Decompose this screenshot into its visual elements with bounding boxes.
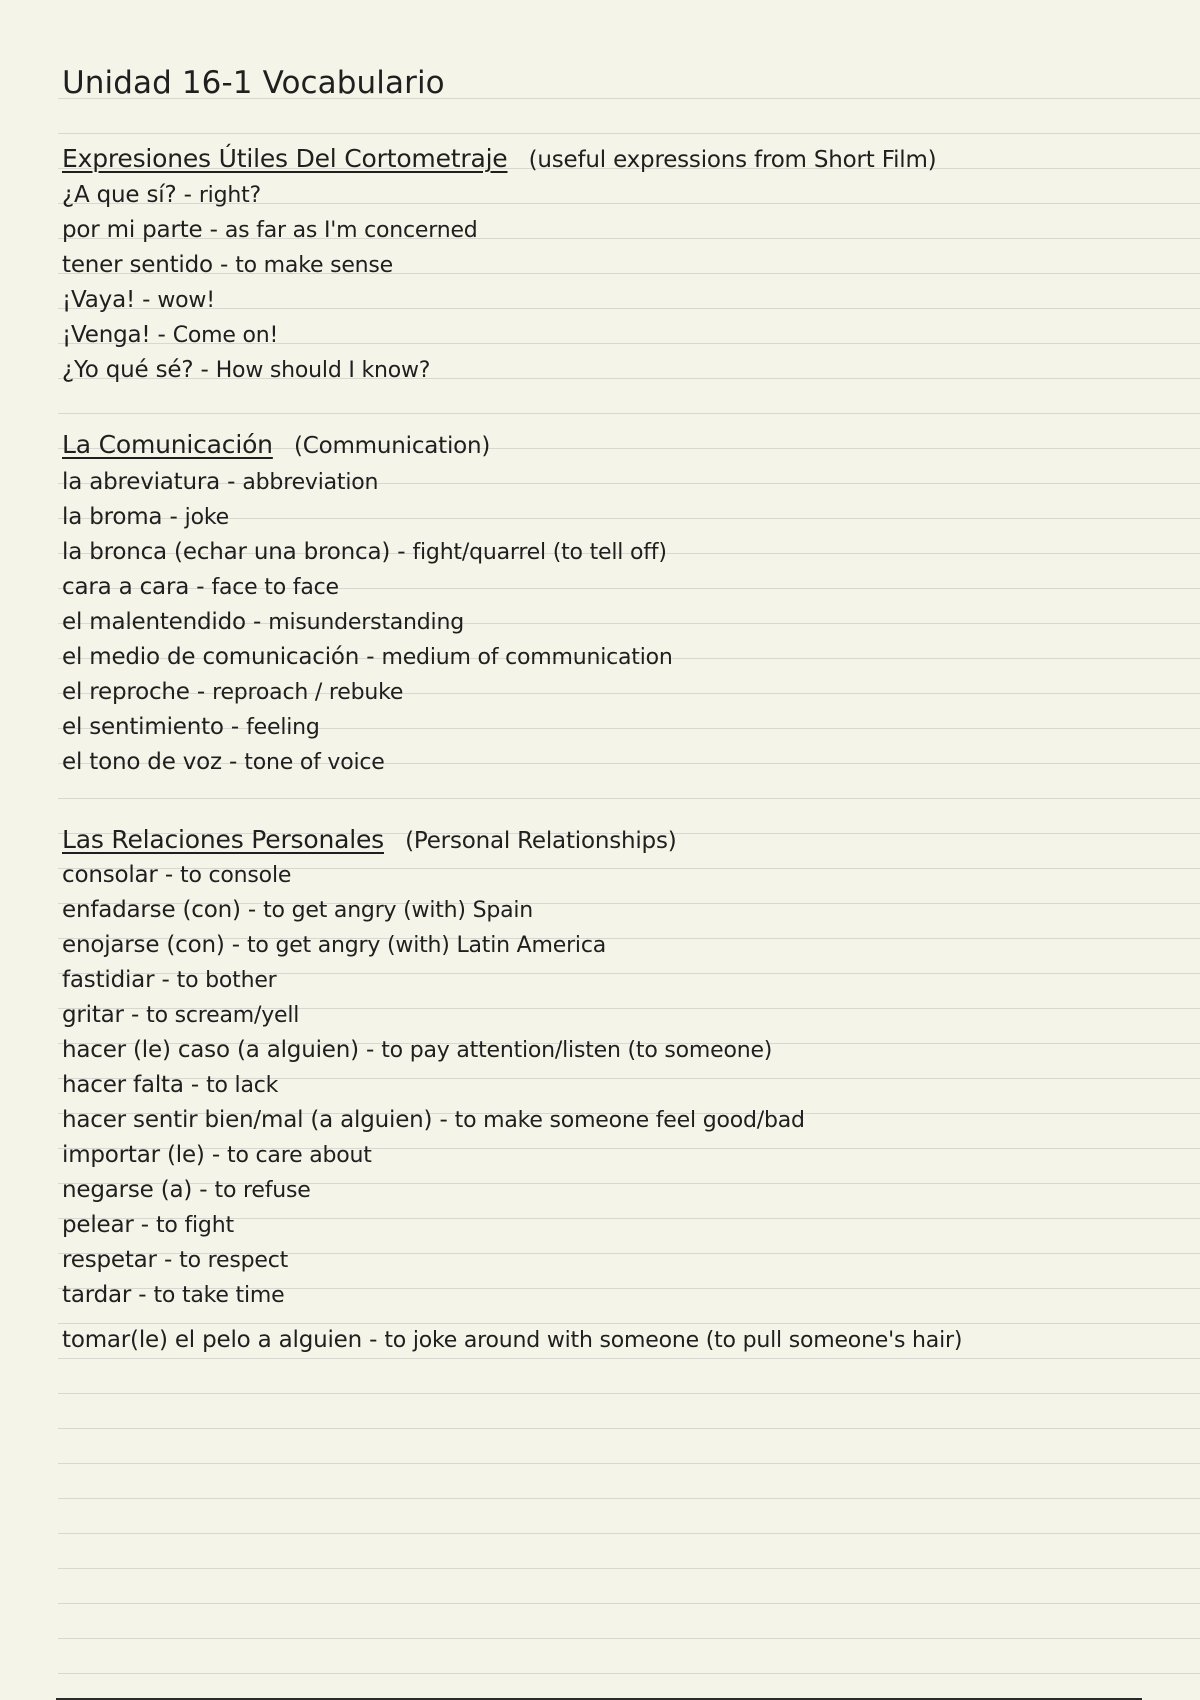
ruled-line	[58, 308, 1200, 309]
vocab-item	[62, 893, 533, 927]
vocab-item	[62, 500, 229, 534]
spanish-term: por mi parte	[62, 217, 203, 243]
english-translation: to joke around with someone (to pull someone's hair)	[384, 1328, 963, 1353]
vocab-item	[62, 248, 393, 282]
english-translation: to pay attention/listen (to someone)	[381, 1038, 773, 1063]
spanish-term: gritar	[62, 1002, 124, 1028]
spanish-term: ¡Vaya!	[62, 287, 135, 313]
section-heading-relaciones	[62, 823, 677, 857]
vocab-item	[62, 283, 215, 317]
dash-separator: -	[130, 1002, 147, 1028]
spanish-term: ¿A que sí?	[62, 182, 177, 208]
dash-separator: -	[183, 182, 199, 208]
spanish-term: respetar	[62, 1247, 157, 1273]
dash-separator: -	[163, 1247, 180, 1273]
spanish-term: tener sentido	[62, 252, 213, 278]
ruled-line	[58, 1463, 1200, 1464]
vocab-item	[62, 1138, 372, 1172]
dash-separator: -	[164, 862, 181, 888]
vocab-item	[62, 178, 261, 212]
spanish-term: hacer falta	[62, 1072, 184, 1098]
english-translation: to refuse	[214, 1178, 311, 1203]
dash-separator: -	[366, 644, 382, 670]
dash-separator: -	[253, 609, 269, 635]
spanish-term: negarse (a)	[62, 1177, 193, 1203]
spanish-term: el malentendido	[62, 609, 246, 635]
spanish-term: la bronca (echar una bronca)	[62, 539, 391, 565]
vocab-item	[62, 570, 339, 604]
dash-separator: -	[247, 897, 264, 923]
dash-separator: -	[190, 1072, 207, 1098]
dash-separator: -	[140, 1212, 156, 1238]
spanish-term: ¿Yo qué sé?	[62, 357, 194, 383]
english-translation: abbreviation	[242, 470, 379, 495]
vocab-item	[62, 1033, 772, 1067]
spanish-term: el medio de comunicación	[62, 644, 360, 670]
spanish-term: enojarse (con)	[62, 932, 225, 958]
english-translation: face to face	[211, 575, 339, 600]
spanish-term: pelear	[62, 1212, 134, 1238]
dash-separator: -	[227, 469, 243, 495]
ruled-line	[58, 1603, 1200, 1604]
spanish-term: fastidiar	[62, 967, 155, 993]
section-subtitle-relaciones: (Personal Relationships)	[405, 828, 677, 854]
vocab-item	[62, 465, 378, 499]
ruled-line	[58, 1533, 1200, 1534]
vocab-item	[62, 640, 673, 674]
dash-separator: -	[230, 714, 247, 740]
english-translation: How should I know?	[215, 358, 431, 383]
dash-separator: -	[229, 749, 245, 775]
vocab-item	[62, 1103, 805, 1137]
english-translation: to bother	[176, 968, 277, 993]
dash-separator: -	[369, 1327, 385, 1353]
spanish-term: tardar	[62, 1282, 132, 1308]
vocab-item	[62, 1173, 311, 1207]
section-subtitle-comunicacion: (Communication)	[293, 433, 491, 459]
spanish-term: el sentimiento	[62, 714, 224, 740]
dash-separator: -	[211, 1142, 228, 1168]
spanish-term: la broma	[62, 504, 163, 530]
spanish-term: el tono de voz	[62, 749, 222, 775]
english-translation: as far as I'm concerned	[224, 218, 478, 243]
ruled-line	[58, 1673, 1200, 1674]
section-heading-comunicacion-text: La Comunicación	[62, 430, 273, 459]
vocab-item	[62, 1068, 278, 1102]
ruled-line	[58, 1638, 1200, 1639]
spanish-term: consolar	[62, 862, 158, 888]
vocab-item	[62, 1243, 288, 1277]
dash-separator: -	[219, 252, 236, 278]
english-translation: to get angry (with) Latin America	[246, 933, 607, 958]
vocab-item	[62, 1278, 284, 1312]
ruled-line	[58, 1358, 1200, 1359]
spanish-term: la abreviatura	[62, 469, 221, 495]
dash-separator: -	[366, 1037, 382, 1063]
dash-separator: -	[196, 679, 213, 705]
dash-separator: -	[142, 287, 158, 313]
dash-separator: -	[196, 574, 212, 600]
vocab-item	[62, 675, 403, 709]
dash-separator: -	[397, 539, 413, 565]
ruled-line	[58, 133, 1200, 134]
vocab-item	[62, 928, 606, 962]
vocab-item	[62, 858, 291, 892]
ruled-line	[58, 413, 1200, 414]
english-translation: right?	[198, 183, 261, 208]
section-heading-relaciones-text: Las Relaciones Personales	[62, 825, 384, 854]
dash-separator: -	[209, 217, 225, 243]
dash-separator: -	[169, 504, 185, 530]
vocab-item	[62, 535, 667, 569]
ruled-line	[58, 1393, 1200, 1394]
english-translation: to get angry (with) Spain	[263, 898, 534, 923]
english-translation: to respect	[179, 1248, 289, 1273]
dash-separator: -	[439, 1107, 455, 1133]
spanish-term: tomar(le) el pelo a alguien	[62, 1327, 363, 1353]
spanish-term: importar (le)	[62, 1142, 205, 1168]
dash-separator: -	[199, 1177, 215, 1203]
english-translation: to console	[180, 863, 292, 888]
dash-separator: -	[231, 932, 247, 958]
english-translation: misunderstanding	[268, 610, 464, 635]
english-translation: tone of voice	[244, 750, 385, 775]
ruled-line	[58, 798, 1200, 799]
spanish-term: enfadarse (con)	[62, 897, 241, 923]
english-translation: to scream/yell	[146, 1003, 300, 1028]
section-heading-expresiones-text: Expresiones Útiles Del Cortometraje	[62, 144, 508, 173]
ruled-line	[58, 1498, 1200, 1499]
spanish-term: ¡Venga!	[62, 322, 151, 348]
ruled-line	[58, 1428, 1200, 1429]
english-translation: reproach / rebuke	[212, 680, 404, 705]
section-heading-comunicacion	[62, 428, 490, 462]
english-translation: to make sense	[235, 253, 394, 278]
english-translation: to make someone feel good/bad	[454, 1108, 805, 1133]
english-translation: fight/quarrel (to tell off)	[412, 540, 667, 565]
dash-separator: -	[138, 1282, 154, 1308]
english-translation: to care about	[227, 1143, 372, 1168]
section-subtitle-expresiones: (useful expressions from Short Film)	[528, 147, 937, 173]
vocab-item	[62, 963, 277, 997]
ruled-line	[58, 1568, 1200, 1569]
vocab-item	[62, 213, 478, 247]
english-translation: medium of communication	[381, 645, 673, 670]
english-translation: joke	[184, 505, 229, 530]
vocab-item	[62, 998, 299, 1032]
vocab-item	[62, 353, 430, 387]
vocab-item	[62, 745, 385, 779]
vocab-item	[62, 1208, 234, 1242]
english-translation: to fight	[156, 1213, 234, 1238]
spanish-term: cara a cara	[62, 574, 190, 600]
vocab-item	[62, 318, 278, 352]
english-translation: to lack	[206, 1073, 279, 1098]
vocab-item	[62, 605, 464, 639]
spanish-term: el reproche	[62, 679, 190, 705]
dash-separator: -	[161, 967, 177, 993]
dash-separator: -	[200, 357, 216, 383]
english-translation: feeling	[246, 715, 320, 740]
page-title: Unidad 16-1 Vocabulario	[62, 65, 445, 101]
english-translation: Come on!	[172, 323, 279, 348]
ruled-line	[58, 518, 1200, 519]
english-translation: to take time	[153, 1283, 285, 1308]
vocab-item	[62, 1323, 962, 1357]
english-translation: wow!	[157, 288, 215, 313]
spanish-term: hacer (le) caso (a alguien)	[62, 1037, 359, 1063]
dash-separator: -	[157, 322, 173, 348]
section-heading-expresiones	[62, 142, 936, 176]
spanish-term: hacer sentir bien/mal (a alguien)	[62, 1107, 433, 1133]
vocab-item	[62, 710, 320, 744]
